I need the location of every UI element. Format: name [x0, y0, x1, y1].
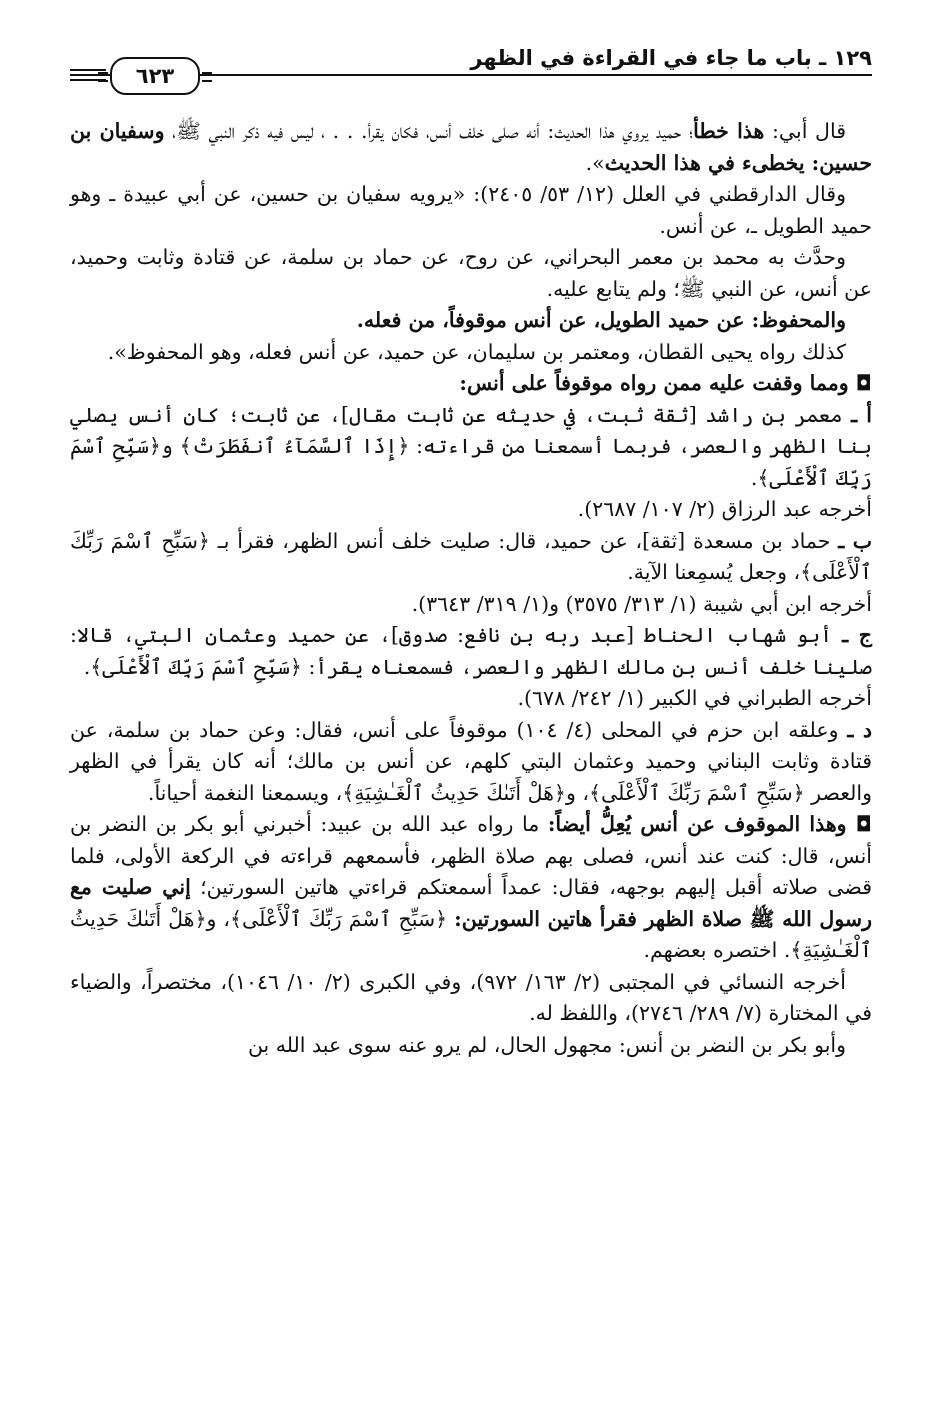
- running-title: ١٢٩ ـ باب ما جاء في القراءة في الظهر: [470, 46, 872, 70]
- paragraph-p12: [70, 683, 872, 715]
- paragraph-p3: [70, 242, 872, 305]
- paragraph-p2: [70, 179, 872, 242]
- text: وعلقه ابن حزم في المحلى (٤/ ١٠٤) موقوفاً على أنس، فقال: وعن حماد بن سلمة، عن قتادة وثابت البناني وحميد وعثمان البتي كلهم، عن أنس بن مالك؛ أنه كان يقرأ في الظهر والعصر ﴿سَبِّحِ ٱسْمَ رَبِّكَ ٱلْأَعْلَى﴾، و﴿هَلْ أَتَىٰكَ حَدِيثُ ٱلْغَـٰشِيَةِ﴾، ويسمعنا النغمة أحياناً.: [70, 717, 872, 805]
- bold-text: أ ـ: [851, 402, 872, 427]
- text: ».: [585, 150, 605, 175]
- paragraph-p11: [70, 620, 872, 683]
- paragraph-p5: [70, 337, 872, 369]
- bold-text: وسفيان بن حسين: يخطىء في هذا الحديث: [70, 119, 872, 175]
- text: أبو شهاب الحناط [عبد ربه بن نافع: صدوق]، عن حميد وعثمان البتي، قالا: صلينا خلف أنس بن مالك الظهر والعصر، فسمعناه يقرأ: ﴿سَبِّحِ ٱسْمَ رَبِّكَ ٱلْأَعْلَى﴾.: [70, 623, 872, 679]
- bold-text: ◘ ومما وقفت عليه ممن رواه موقوفاً على أنس:: [459, 371, 872, 395]
- text: وأبو بكر بن النضر بن أنس: مجهول الحال، لم يرو عنه سوى عبد الله بن: [247, 1032, 846, 1057]
- text: معمر بن راشد [ثقة ثبت، في حديثه عن ثابت مقال]، عن ثابت؛ كان أنس يصلي بنا الظهر والعصر، فربما أسمعنا من قراءته: ﴿إِذَا ٱلسَّمَآءُ ٱنفَطَرَتْ﴾ و﴿سَبِّحِ ٱسْمَ رَبِّكَ ٱلْأَعْلَى﴾.: [70, 402, 872, 490]
- bold-text: إني صليت مع رسول الله ﷺ صلاة الظهر فقرأ هاتين السورتين:: [70, 875, 872, 931]
- bold-text: ب ـ: [838, 528, 872, 553]
- bold-text: ج ـ: [842, 623, 872, 647]
- bold-text: هذا خطأ: [693, 119, 765, 143]
- text: أخرجه الطبراني في الكبير (١/ ٢٤٢/ ٦٧٨).: [517, 686, 872, 710]
- page-number-badge: [110, 57, 200, 95]
- paragraph-p1: [70, 116, 872, 179]
- text: حماد بن مسعدة [ثقة]، عن حميد، قال: صليت خلف أنس الظهر، فقرأ بـ ﴿سَبِّحِ ٱسْمَ رَبِّكَ ٱلْأَعْلَى﴾، وجعل يُسمِعنا الآية.: [70, 528, 872, 584]
- text: كذلك رواه يحيى القطان، ومعتمر بن سليمان، عن حميد، عن أنس فعله، وهو المحفوظ».: [107, 339, 846, 364]
- bold-text: د ـ: [847, 717, 872, 742]
- text: أخرجه النسائي في المجتبى (٢/ ١٦٣/ ٩٧٢)، وفي الكبرى (٢/ ١٠/ ١٠٤٦)، مختصراً، والضياء في المختارة (٧/ ٢٨٩/ ٢٧٤٦)، واللفظ له.: [70, 969, 872, 1025]
- paragraph-p16: [70, 1030, 872, 1062]
- page-number: ٦٢٣: [135, 64, 175, 88]
- paragraph-p6: [70, 368, 872, 400]
- text: ؛ حميد يروي هذا الحديث: أنه صلى خلف أنس، فكان يقرأ. . . ، ليس فيه ذكر النبي ﷺ،: [164, 119, 694, 143]
- paragraph-p15: [70, 967, 872, 1030]
- paragraph-p9: [70, 526, 872, 589]
- bold-text: والمحفوظ: عن حميد الطويل، عن أنس موقوفاً، من فعله.: [356, 308, 846, 332]
- paragraph-p13: [70, 715, 872, 810]
- text: أخرجه ابن أبي شيبة (١/ ٣١٣/ ٣٥٧٥) و(١/ ٣١٩/ ٣٦٤٣).: [411, 591, 872, 616]
- paragraph-p14: [70, 809, 872, 967]
- text: قال أبي:: [764, 119, 846, 143]
- text: وحدَّث به محمد بن معمر البحراني، عن روح، عن حماد بن سلمة، عن قتادة وثابت وحميد، عن أنس، عن النبي ﷺ؛ ولم يتابع عليه.: [70, 245, 872, 301]
- text: ما رواه عبد الله بن عبيد: أخبرني أبو بكر بن النضر بن أنس، قال: كنت عند أنس، فصلى بهم صلاة الظهر، فأسمعهم قراءته في الركعة الأولى، فلما قضى صلاته أقبل إليهم بوجهه، فقال: عمداً أسمعتكم قراءتي هاتين السورتين؛: [70, 812, 872, 899]
- paragraph-p7: [70, 400, 872, 495]
- bold-text: ◘ وهذا الموقوف عن أنس يُعِلُّ أيضاً:: [547, 812, 872, 836]
- paragraph-p10: [70, 589, 872, 621]
- text: وقال الدارقطني في العلل (١٢/ ٥٣/ ٢٤٠٥): «يرويه سفيان بن حسين، عن أبي عبيدة ـ وهو حميد الطويل ـ، عن أنس.: [70, 182, 872, 238]
- body-text: [70, 116, 872, 1061]
- page-header: [70, 40, 872, 90]
- text: أخرجه عبد الرزاق (٢/ ١٠٧/ ٢٦٨٧).: [577, 497, 872, 521]
- paragraph-p8: [70, 494, 872, 526]
- text: ﴿سَبِّحِ ٱسْمَ رَبِّكَ ٱلْأَعْلَى﴾، و﴿هَلْ أَتَىٰكَ حَدِيثُ ٱلْغَـٰشِيَةِ﴾. اختصره بعضهم.: [70, 906, 872, 962]
- paragraph-p4: [70, 305, 872, 337]
